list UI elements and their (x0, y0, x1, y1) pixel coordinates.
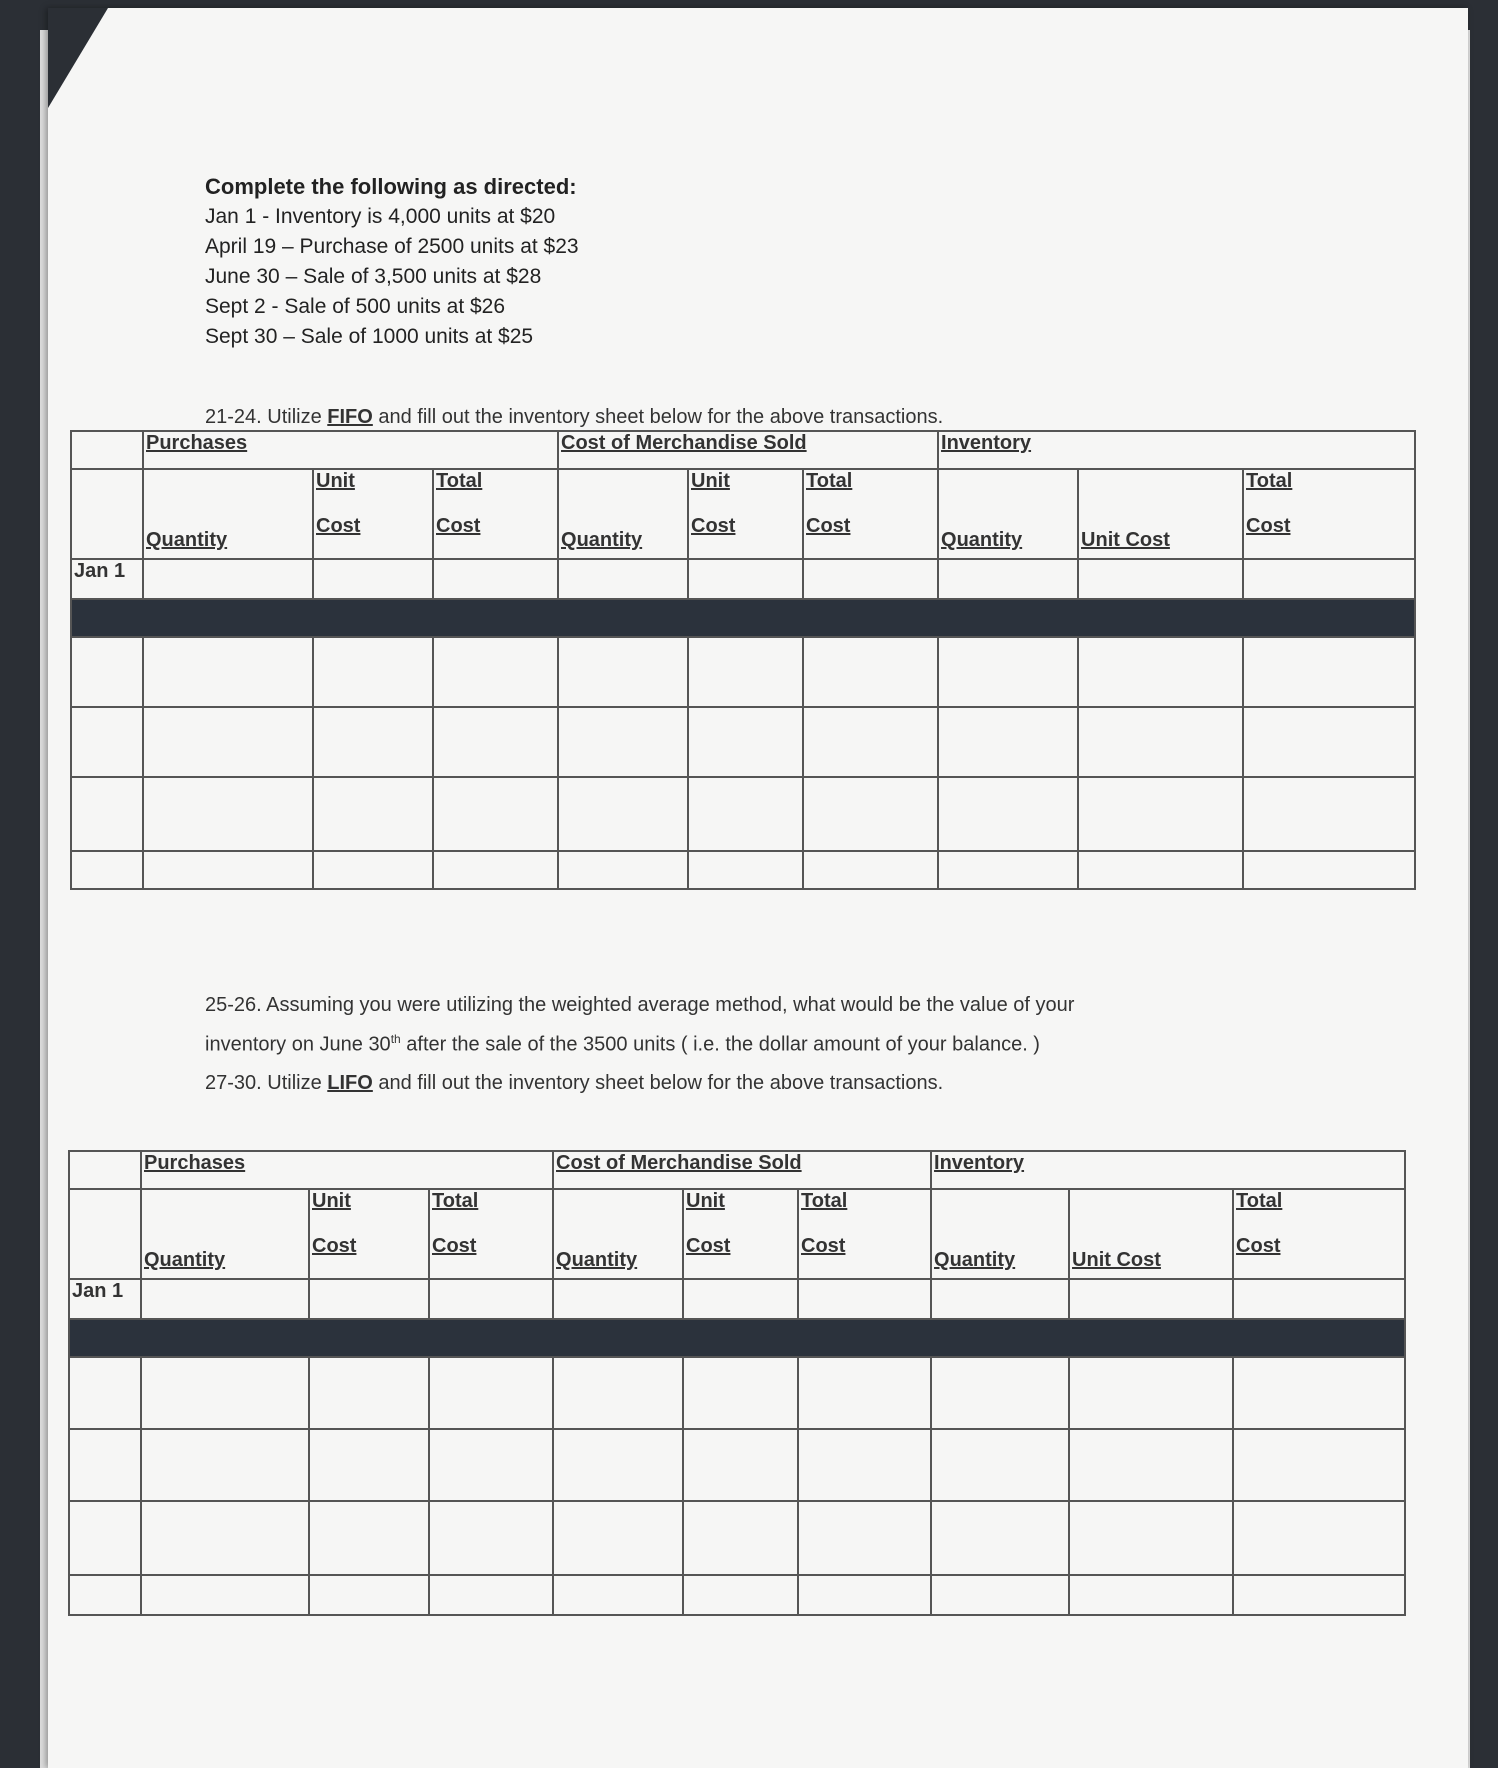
entry-cell[interactable] (433, 637, 558, 707)
unit-cost-header (313, 469, 433, 559)
entry-cell[interactable] (309, 1429, 429, 1501)
instruction-line: Jan 1 - Inventory is 4,000 units at $20 (205, 205, 556, 228)
entry-cell[interactable] (798, 1429, 931, 1501)
entry-cell[interactable] (313, 637, 433, 707)
entry-cell[interactable] (1243, 777, 1415, 851)
entry-cell[interactable] (803, 707, 938, 777)
entry-cell[interactable] (143, 559, 313, 599)
separator-bar (71, 599, 1415, 637)
total-cost-header (433, 469, 558, 559)
unit-cost-header (1078, 469, 1243, 559)
question-wa-line2-b: after the sale of the 3500 units ( i.e. the dollar amount of your balance. ) (400, 1033, 1040, 1056)
entry-cell[interactable] (309, 1575, 429, 1615)
total-cost-header (429, 1189, 553, 1279)
unit-label: Unit (312, 1190, 351, 1212)
date-cell: Jan 1 (69, 1279, 141, 1319)
instructions (205, 172, 579, 352)
entry-cell[interactable] (1069, 1429, 1233, 1501)
cost-label: Cost (1236, 1235, 1281, 1257)
entry-cell[interactable] (429, 1429, 553, 1501)
total-cost-header (1243, 469, 1415, 559)
unit-label: Unit (686, 1190, 725, 1212)
entry-cell[interactable] (1233, 1357, 1405, 1429)
total-label: Total (1236, 1190, 1283, 1212)
entry-cell[interactable] (69, 1429, 141, 1501)
total-label: Total (801, 1190, 848, 1212)
entry-cell[interactable] (1233, 1429, 1405, 1501)
entry-cell[interactable] (931, 1279, 1069, 1319)
unit-cost-header (688, 469, 803, 559)
entry-cell[interactable] (803, 637, 938, 707)
entry-cell[interactable] (798, 1575, 931, 1615)
entry-cell[interactable] (553, 1501, 683, 1575)
quantity-header (558, 469, 688, 559)
entry-cell[interactable] (1078, 637, 1243, 707)
entry-cell[interactable] (553, 1429, 683, 1501)
entry-cell[interactable] (683, 1357, 798, 1429)
date-cell: Jan 1 (71, 559, 143, 599)
entry-cell[interactable] (143, 777, 313, 851)
entry-cell[interactable] (1078, 777, 1243, 851)
entry-cell[interactable] (683, 1279, 798, 1319)
entry-cell[interactable] (69, 1575, 141, 1615)
entry-cell[interactable] (313, 851, 433, 889)
entry-cell[interactable] (803, 559, 938, 599)
total-cost-header (798, 1189, 931, 1279)
blank-cell (71, 469, 143, 559)
total-label: Total (432, 1190, 479, 1212)
cost-label: Cost (686, 1235, 731, 1257)
entry-cell[interactable] (69, 1357, 141, 1429)
entry-cell[interactable] (433, 559, 558, 599)
entry-cell[interactable] (71, 777, 143, 851)
unit-label: Unit (691, 470, 730, 492)
page-fold (48, 8, 108, 108)
entry-cell[interactable] (1233, 1279, 1405, 1319)
question-wa-line2 (205, 1022, 1074, 1062)
entry-cell[interactable] (1233, 1501, 1405, 1575)
entry-cell[interactable] (683, 1501, 798, 1575)
entry-cell[interactable] (803, 777, 938, 851)
entry-cell[interactable] (141, 1279, 309, 1319)
total-cost-header (1233, 1189, 1405, 1279)
entry-cell[interactable] (309, 1357, 429, 1429)
entry-cell[interactable] (553, 1279, 683, 1319)
entry-cell[interactable] (688, 851, 803, 889)
unit-cost-label: Unit Cost (1072, 1249, 1161, 1271)
cost-label: Cost (312, 1235, 357, 1257)
entry-cell[interactable] (938, 851, 1078, 889)
blank-cell (69, 1189, 141, 1279)
unit-label: Unit (316, 470, 355, 492)
entry-cell[interactable] (553, 1575, 683, 1615)
entry-cell[interactable] (1243, 559, 1415, 599)
entry-cell[interactable] (313, 777, 433, 851)
purchases-header: Purchases (141, 1151, 553, 1189)
entry-cell[interactable] (1233, 1575, 1405, 1615)
entry-cell[interactable] (558, 637, 688, 707)
quantity-label: Quantity (146, 529, 228, 551)
quantity-label: Quantity (561, 529, 643, 551)
entry-cell[interactable] (69, 1501, 141, 1575)
question-wa-sup: th (390, 1032, 401, 1046)
entry-cell[interactable] (938, 637, 1078, 707)
question-lifo-suffix: and fill out the inventory sheet below for the above transactions. (372, 1072, 944, 1094)
entry-cell[interactable] (71, 637, 143, 707)
entry-cell[interactable] (938, 777, 1078, 851)
quantity-label: Quantity (556, 1249, 638, 1271)
instruction-line: Sept 2 - Sale of 500 units at $26 (205, 295, 506, 318)
entry-cell[interactable] (1069, 1357, 1233, 1429)
entry-cell[interactable] (433, 851, 558, 889)
entry-cell[interactable] (688, 637, 803, 707)
entry-cell[interactable] (433, 707, 558, 777)
entry-cell[interactable] (429, 1357, 553, 1429)
question-lifo-method: LIFO (327, 1072, 373, 1094)
question-wa-line1: 25-26. Assuming you were utilizing the weighted average method, what would be the value of your (205, 994, 1075, 1016)
quantity-header (938, 469, 1078, 559)
quantity-header (553, 1189, 683, 1279)
unit-cost-header (683, 1189, 798, 1279)
total-label: Total (1246, 470, 1293, 492)
entry-cell[interactable] (313, 707, 433, 777)
entry-cell[interactable] (143, 707, 313, 777)
cost-label: Cost (801, 1235, 846, 1257)
cost-label: Cost (691, 515, 736, 537)
entry-cell[interactable] (938, 559, 1078, 599)
entry-cell[interactable] (931, 1575, 1069, 1615)
cost-label: Cost (806, 515, 851, 537)
cost-label: Cost (316, 515, 361, 537)
entry-cell[interactable] (141, 1575, 309, 1615)
entry-cell[interactable] (1243, 637, 1415, 707)
question-fifo-method: FIFO (327, 406, 373, 428)
entry-cell[interactable] (71, 851, 143, 889)
entry-cell[interactable] (313, 559, 433, 599)
total-label: Total (436, 470, 483, 492)
entry-cell[interactable] (1078, 707, 1243, 777)
entry-cell[interactable] (141, 1501, 309, 1575)
entry-cell[interactable] (141, 1357, 309, 1429)
entry-cell[interactable] (1243, 707, 1415, 777)
entry-cell[interactable] (938, 707, 1078, 777)
entry-cell[interactable] (141, 1429, 309, 1501)
entry-cell[interactable] (931, 1501, 1069, 1575)
entry-cell[interactable] (433, 777, 558, 851)
instruction-line: Sept 30 – Sale of 1000 units at $25 (205, 325, 534, 348)
entry-cell[interactable] (1069, 1279, 1233, 1319)
unit-cost-header (309, 1189, 429, 1279)
entry-cell[interactable] (429, 1575, 553, 1615)
entry-cell[interactable] (429, 1501, 553, 1575)
entry-cell[interactable] (558, 851, 688, 889)
question-fifo-suffix: and fill out the inventory sheet below for the above transactions. (372, 406, 944, 428)
question-fifo-prefix: 21-24. Utilize (205, 406, 328, 428)
cms-header: Cost of Merchandise Sold (553, 1151, 931, 1189)
separator-bar (69, 1319, 1405, 1357)
entry-cell[interactable] (931, 1429, 1069, 1501)
entry-cell[interactable] (688, 707, 803, 777)
entry-cell[interactable] (429, 1279, 553, 1319)
entry-cell[interactable] (803, 851, 938, 889)
entry-cell[interactable] (1069, 1575, 1233, 1615)
total-label: Total (806, 470, 853, 492)
blank-cell (71, 431, 143, 469)
fifo-inventory-sheet (70, 430, 1416, 890)
entry-cell[interactable] (1078, 851, 1243, 889)
entry-cell[interactable] (558, 559, 688, 599)
instruction-line: June 30 – Sale of 3,500 units at $28 (205, 265, 542, 288)
question-wa-line2-a: inventory on June 30 (205, 1033, 391, 1056)
cost-label: Cost (432, 1235, 477, 1257)
quantity-header (141, 1189, 309, 1279)
entry-cell[interactable] (688, 777, 803, 851)
lifo-inventory-sheet (68, 1150, 1406, 1616)
entry-cell[interactable] (1069, 1501, 1233, 1575)
entry-cell[interactable] (309, 1279, 429, 1319)
inventory-header: Inventory (938, 431, 1415, 469)
unit-cost-header (1069, 1189, 1233, 1279)
question-fifo (205, 406, 943, 429)
entry-cell[interactable] (71, 707, 143, 777)
entry-cell[interactable] (931, 1357, 1069, 1429)
blank-cell (69, 1151, 141, 1189)
quantity-label: Quantity (144, 1249, 226, 1271)
question-weighted-average (205, 988, 1074, 1062)
quantity-header (143, 469, 313, 559)
purchases-header: Purchases (143, 431, 558, 469)
entry-cell[interactable] (798, 1279, 931, 1319)
instructions-heading: Complete the following as directed: (205, 174, 577, 199)
quantity-label: Quantity (934, 1249, 1016, 1271)
instruction-line: April 19 – Purchase of 2500 units at $23 (205, 235, 579, 258)
entry-cell[interactable] (683, 1429, 798, 1501)
quantity-header (931, 1189, 1069, 1279)
entry-cell[interactable] (558, 707, 688, 777)
entry-cell[interactable] (309, 1501, 429, 1575)
entry-cell[interactable] (553, 1357, 683, 1429)
entry-cell[interactable] (1078, 559, 1243, 599)
entry-cell[interactable] (688, 559, 803, 599)
cost-label: Cost (1246, 515, 1291, 537)
question-lifo (205, 1072, 943, 1095)
entry-cell[interactable] (683, 1575, 798, 1615)
unit-cost-label: Unit Cost (1081, 529, 1170, 551)
entry-cell[interactable] (1243, 851, 1415, 889)
entry-cell[interactable] (798, 1501, 931, 1575)
cost-label: Cost (436, 515, 481, 537)
entry-cell[interactable] (143, 851, 313, 889)
total-cost-header (803, 469, 938, 559)
quantity-label: Quantity (941, 529, 1023, 551)
entry-cell[interactable] (143, 637, 313, 707)
inventory-header: Inventory (931, 1151, 1405, 1189)
entry-cell[interactable] (558, 777, 688, 851)
entry-cell[interactable] (798, 1357, 931, 1429)
cms-header: Cost of Merchandise Sold (558, 431, 938, 469)
question-lifo-prefix: 27-30. Utilize (205, 1072, 328, 1094)
